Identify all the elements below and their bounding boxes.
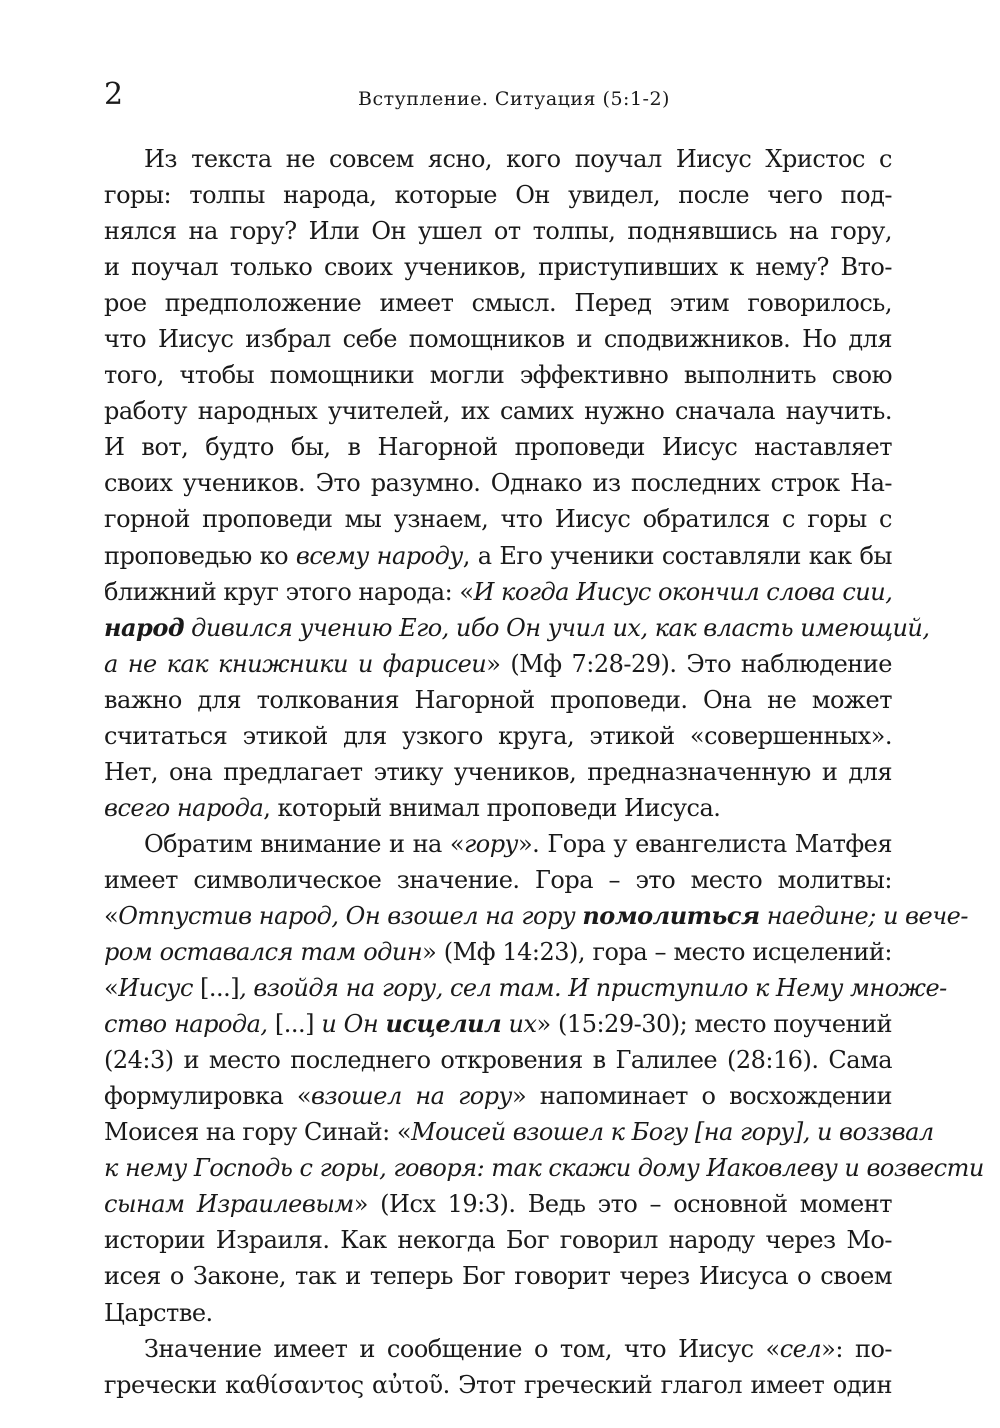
text-segment: , который внимал проповеди Иисуса. (263, 793, 721, 822)
text-segment: » (Исх 19:3). Ведь это – основной момент (353, 1190, 892, 1219)
text-line (104, 1258, 892, 1294)
text-line (104, 574, 892, 610)
text-segment: » (Мф 7:28-29). Это наблюдение (486, 649, 892, 678)
text-segment: имеет символическое значение. Гора – это место молитвы: (104, 865, 892, 894)
text-segment: « (104, 974, 119, 1003)
text-line (104, 1295, 892, 1331)
page-number: 2 (104, 77, 124, 112)
text-line (104, 1114, 934, 1150)
text-segment: гречески καθίσαντος αὐτοῦ. Этот греческий глагол имеет один (104, 1370, 892, 1399)
text-line (104, 357, 892, 393)
text-line (104, 1331, 892, 1367)
text-line (104, 501, 892, 537)
text-line (104, 1006, 892, 1042)
text-line (104, 213, 892, 249)
text-line (104, 321, 892, 357)
text-line (104, 1222, 892, 1258)
text-line (104, 610, 930, 646)
text-line (104, 249, 892, 285)
text-segment: [...] (274, 1010, 315, 1039)
italic-text: Моисей взошел к Богу [на гору], и воззвал (411, 1118, 934, 1147)
bold-emphasis (104, 613, 184, 642)
text-line (104, 718, 892, 754)
text-segment: ближний круг этого народа: « (104, 577, 474, 606)
text-segment: формулировка « (104, 1082, 312, 1111)
text-line (104, 898, 968, 934)
text-segment: » напоминает о восхождении (511, 1082, 893, 1111)
text-segment: ». Гора у евангелиста Матфея (517, 829, 892, 858)
italic-text: сел (779, 1334, 822, 1363)
italic-text: и Он (314, 1010, 386, 1039)
italic-text: всему народу (295, 541, 463, 570)
text-line (104, 1186, 892, 1222)
running-title: Вступление. Ситуация (5:1-2) (358, 88, 670, 110)
paragraph (104, 141, 930, 826)
text-segment: Из текста не совсем ясно, кого поучал Иисус Христос с (144, 145, 892, 173)
text-segment: горной проповеди мы узнаем, что Иисус обратился с горы с (104, 505, 892, 534)
emphasis-text: исцелил (385, 1009, 502, 1039)
italic-text: , взойдя на гору, сел там. И приступило к Нему множе- (239, 974, 947, 1003)
italic-text: ство народа, (104, 1010, 275, 1039)
text-line (104, 934, 892, 970)
text-segment: , а Его ученики составляли как бы (462, 541, 892, 570)
text-segment: считаться этикой для узкого круга, этикой «совершенных». (104, 721, 892, 750)
text-line (104, 177, 892, 213)
paragraph (104, 826, 984, 1331)
text-line (104, 1078, 892, 1114)
bold-emphasis (385, 1009, 501, 1038)
text-line (104, 682, 892, 718)
italic-text: взошел на гору (311, 1082, 512, 1111)
text-segment: Моисея на гору Синай: « (104, 1118, 412, 1147)
text-segment: проповедью ко (104, 541, 296, 570)
italic-text: к нему Господь с горы, говоря: так скажи дому Иаковлеву и возвести (104, 1154, 984, 1183)
text-segment: истории Израиля. Как некогда Бог говорил народу через Мо- (104, 1226, 892, 1255)
text-line (104, 862, 892, 898)
text-segment: (24:3) и место последнего откровения в Галилее (28:16). Сама (104, 1046, 892, 1075)
text-segment: Царстве. (104, 1298, 213, 1327)
italic-text: И когда Иисус окончил слова сии, (473, 577, 893, 606)
italic-text: всего народа (104, 793, 264, 822)
text-line (104, 1367, 892, 1403)
italic-text: их (501, 1010, 537, 1039)
text-segment: »: по- (821, 1334, 893, 1363)
text-line (104, 538, 892, 574)
text-line (104, 646, 892, 682)
italic-text: сынам Израилевым (104, 1190, 354, 1219)
text-segment: рое предположение имеет смысл. Перед этим говорилось, (104, 289, 892, 318)
text-segment: что Иисус избрал себе помощников и сподвижников. Но для (104, 325, 892, 354)
italic-text: наедине; и вече- (759, 901, 968, 930)
text-segment: И вот, будто бы, в Нагорной проповеди Иисус наставляет (104, 433, 892, 462)
text-segment: исея о Законе, так и теперь Бог говорит через Иисуса о своем (104, 1262, 892, 1291)
text-line (104, 285, 892, 321)
italic-text: ром оставался там один (104, 938, 423, 967)
text-line (104, 790, 892, 826)
emphasis-text: народ (104, 612, 185, 642)
text-segment: нялся на гору? Или Он ушел от толпы, поднявшись на гору, (104, 217, 892, 246)
text-segment: Значение имеет и сообщение о том, что Иисус « (144, 1334, 780, 1363)
text-segment: важно для толкования Нагорной проповеди. Она не может (104, 685, 892, 714)
text-segment: своих учеников. Это разумно. Однако из последних строк На- (104, 469, 892, 498)
italic-text: дивился учению Его, ибо Он учил их, как власть имеющий, (184, 613, 930, 642)
text-segment: [...] (200, 974, 240, 1003)
body-text (104, 141, 984, 1403)
italic-text: гору (464, 829, 518, 858)
paragraph (104, 1331, 892, 1403)
text-segment: Обратим внимание и на « (144, 829, 465, 858)
text-line (104, 429, 892, 465)
text-segment: того, чтобы помощники могли эффективно выполнить свою (104, 361, 892, 390)
text-segment: Нет, она предлагает этику учеников, предназначенную и для (104, 757, 892, 786)
text-line (104, 1042, 892, 1078)
text-segment: работу народных учителей, их самих нужно сначала научить. (104, 397, 892, 426)
text-line (104, 826, 892, 862)
italic-text: Отпустив народ, Он взошел на гору (118, 901, 583, 930)
text-line (104, 393, 892, 429)
text-line (104, 754, 892, 790)
text-line (104, 970, 947, 1006)
text-line (104, 1150, 984, 1186)
text-line (104, 465, 892, 501)
emphasis-text: помолиться (582, 900, 760, 930)
text-segment: » (Мф 14:23), гора – место исцелений: (422, 938, 892, 967)
text-segment: « (104, 901, 119, 930)
text-line (104, 141, 892, 177)
text-segment: » (15:29-30); место поучений (536, 1010, 893, 1039)
text-segment: горы: толпы народа, которые Он увидел, после чего под- (104, 181, 892, 210)
bold-emphasis (582, 901, 759, 930)
text-segment: и поучал только своих учеников, приступивших к нему? Вто- (104, 253, 892, 282)
italic-text: Иисус (118, 974, 201, 1003)
italic-text: а не как книжники и фарисеи (104, 649, 487, 678)
